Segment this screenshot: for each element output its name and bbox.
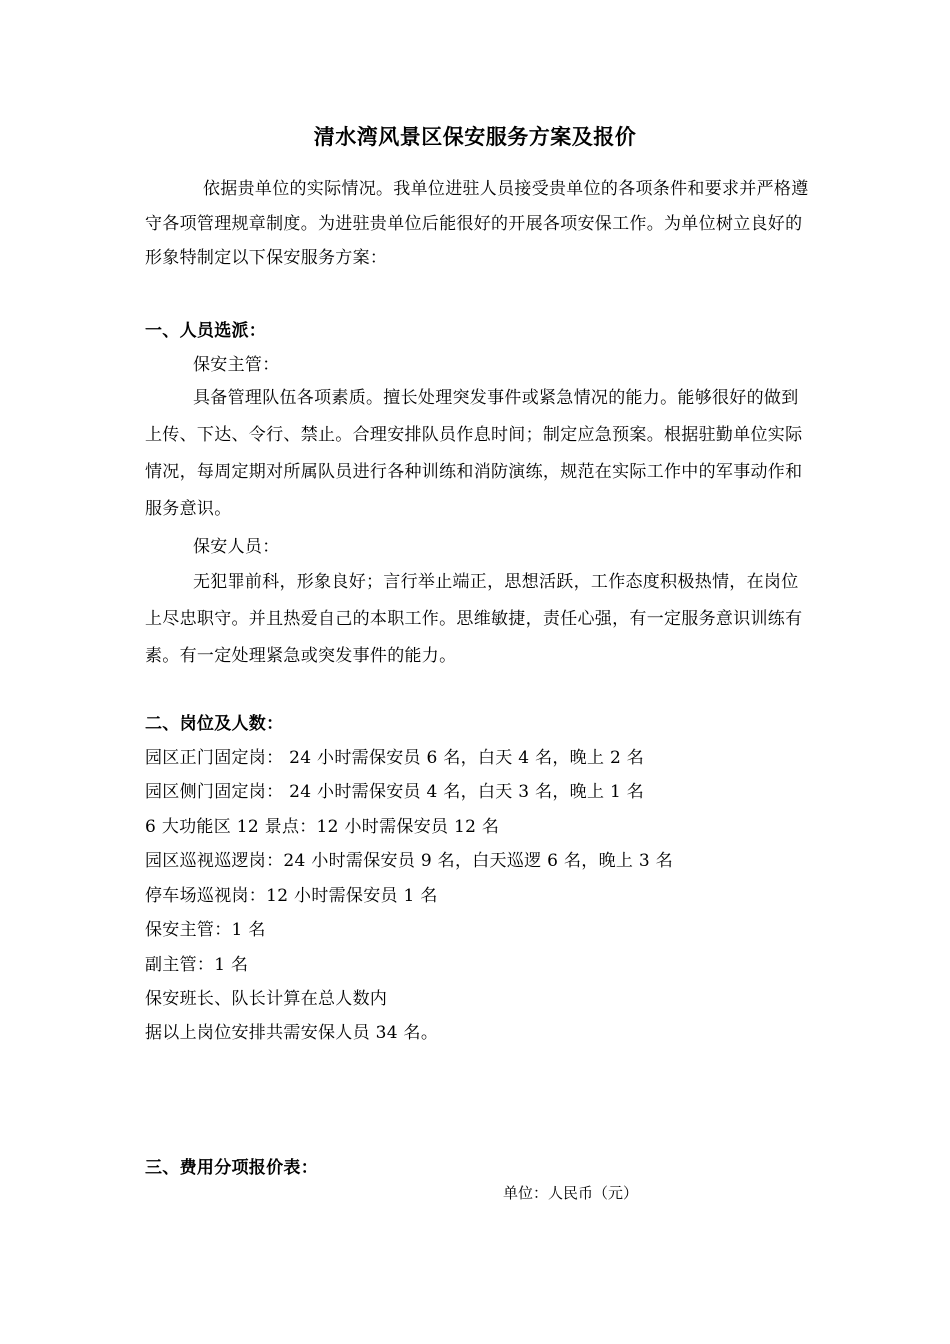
post-line: 园区巡视巡逻岗：24 小时需保安员 9 名，白天巡逻 6 名，晚上 3 名 bbox=[145, 851, 674, 871]
supervisor-label: 保安主管： bbox=[193, 355, 280, 375]
post-line: 园区侧门固定岗： 24 小时需保安员 4 名，白天 3 名，晚上 1 名 bbox=[145, 782, 645, 802]
document-title: 清水湾风景区保安服务方案及报价 bbox=[313, 124, 637, 149]
post-line: 6 大功能区 12 景点：12 小时需保安员 12 名 bbox=[145, 817, 500, 837]
post-line: 保安班长、队长计算在总人数内 bbox=[145, 989, 388, 1009]
post-line: 保安主管：1 名 bbox=[145, 920, 266, 940]
intro-paragraph: 依据贵单位的实际情况。我单位进驻人员接受贵单位的各项条件和要求并严格遵守各项管理规章制度。为进驻贵单位后能很好的开展各项安保工作。为单位树立良好的形象特制定以下保安服务方案： bbox=[145, 179, 809, 268]
currency-unit-note: 单位：人民币（元） bbox=[503, 1184, 639, 1202]
total-staff-line: 据以上岗位安排共需安保人员 34 名。 bbox=[145, 1023, 439, 1043]
post-line: 副主管：1 名 bbox=[145, 955, 249, 975]
section-2-heading: 二、岗位及人数： bbox=[145, 714, 284, 734]
post-line: 停车场巡视岗：12 小时需保安员 1 名 bbox=[145, 886, 438, 906]
post-line: 园区正门固定岗： 24 小时需保安员 6 名，白天 4 名，晚上 2 名 bbox=[145, 748, 645, 768]
supervisor-description: 具备管理队伍各项素质。擅长处理突发事件或紧急情况的能力。能够很好的做到上传、下达、令行、禁止。合理安排队员作息时间；制定应急预案。根据驻勤单位实际情况，每周定期对所属队员进行各种训练和消防演练，规范在实际工作中的军事动作和服务意识。 bbox=[145, 388, 803, 519]
staff-label: 保安人员： bbox=[193, 537, 280, 557]
section-3-heading: 三、费用分项报价表： bbox=[145, 1158, 318, 1178]
section-1-heading: 一、人员选派： bbox=[145, 321, 267, 341]
staff-description: 无犯罪前科，形象良好；言行举止端正，思想活跃，工作态度积极热情，在岗位上尽忠职守。并且热爱自己的本职工作。思维敏捷，责任心强，有一定服务意识训练有素。有一定处理紧急或突发事件的能力。 bbox=[145, 572, 803, 666]
